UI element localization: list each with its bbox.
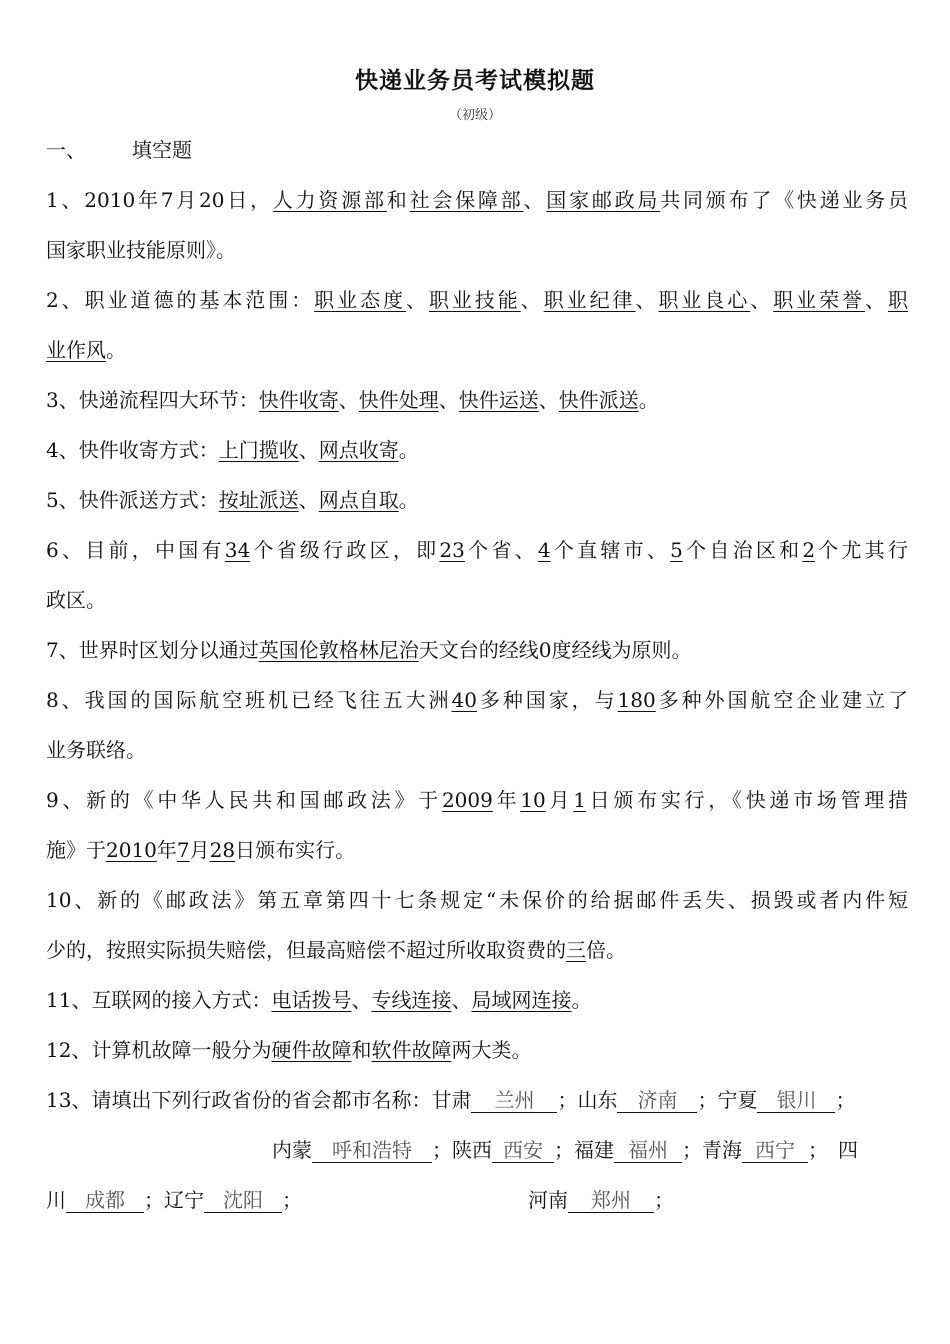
text-segment: ； [697,1088,718,1112]
text-segment: 个尤其行 [815,538,908,562]
text-segment: ； [557,1088,578,1112]
text-segment: 、 [520,288,544,312]
text-segment: 、 [338,388,359,412]
question-5 [46,486,908,514]
text-segment: 多种外国航空企业建立了 [655,688,908,712]
text-segment: ； [282,1188,302,1212]
answer-fujian: 福州 [614,1138,682,1163]
text-segment: 辽宁 [164,1188,204,1212]
underlined-answer: 180 [617,688,656,712]
question-8-line-2: 业务联络。 [46,738,146,762]
text-segment: 四 [838,1138,858,1162]
question-2-line-1 [46,286,908,314]
underlined-answer: 7 [176,838,190,862]
underlined-answer: 电话拨号 [271,988,352,1012]
text-segment: ； [808,1138,828,1162]
underlined-answer: 快件派送 [558,388,639,412]
underlined-answer: 上门揽收 [218,438,299,462]
text-segment: 2、职业道德的基本范围： [46,288,315,312]
text-segment: 个直辖市、 [550,538,671,562]
text-segment: 山东 [577,1088,618,1112]
text-segment: 、 [750,288,774,312]
text-segment: 、 [298,488,319,512]
text-segment: 共同颁布了《快递业务员 [660,188,908,212]
text-segment: ； [654,1188,674,1212]
underlined-answer: 40 [451,688,477,712]
text-segment: 青海 [702,1138,742,1162]
underlined-answer: 职业良心 [658,288,751,312]
answer-qinghai: 西宁 [742,1138,808,1163]
text-segment: 甘肃 [431,1088,472,1112]
text-segment: 天文台的经线0度经线为原则。 [418,638,692,662]
question-13-line-1 [46,1086,908,1114]
question-8-line-1 [46,686,908,714]
text-segment: 宁夏 [717,1088,758,1112]
text-segment: 年 [156,838,177,862]
text-segment: 、 [635,288,659,312]
underlined-answer: 按址派送 [218,488,299,512]
text-segment: 福建 [574,1138,614,1162]
question-11 [46,986,908,1014]
underlined-answer: 专线连接 [371,988,452,1012]
underlined-answer: 人力资源部 [272,188,387,212]
question-9-line-1 [46,786,908,814]
underlined-answer: 硬件故障 [271,1038,352,1062]
text-segment: 日颁布实行。 [235,838,356,862]
text-segment: 3、快递流程四大环节： [46,388,259,412]
underlined-answer: 快件收寄 [258,388,339,412]
answer-shaanxi: 西安 [492,1138,554,1163]
text-segment: 一、 [46,138,86,162]
text-segment: 1、2010年7月20日， [46,188,273,212]
question-12 [46,1036,908,1064]
underlined-answer: 职业态度 [314,288,406,312]
text-segment: 川 [46,1188,66,1212]
text-segment: ； [144,1188,164,1212]
question-1-line-1 [46,186,908,214]
underlined-answer: 5 [670,538,683,562]
text-segment: 月 [545,788,574,812]
text-segment: 13、请填出下列行政省份的省会都市名称： [46,1088,432,1112]
text-segment: 。 [398,488,419,512]
underlined-answer: 网点收寄 [318,438,399,462]
text-segment: 。 [106,338,126,362]
text-segment: 内蒙 [272,1138,312,1162]
question-6-line-1 [46,536,908,564]
answer-ningxia: 银川 [757,1088,835,1113]
text-segment: 4、快件收寄方式： [46,438,219,462]
underlined-answer: 2 [802,538,816,562]
text-segment: 。 [571,988,592,1012]
text-segment: ； [432,1138,452,1162]
text-segment: ； [682,1138,702,1162]
text-segment: 6、目前，中国有 [46,538,225,562]
text-segment: 河南 [528,1188,568,1212]
text-segment: 和 [351,1038,372,1062]
text-segment: 施》于 [46,838,106,862]
question-13-line-3 [46,1186,908,1214]
text-segment: 少的，按照实际损失赔偿，但最高赔偿不超过所收取资费的 [46,938,566,962]
text-segment: ； [554,1138,574,1162]
underlined-answer: 职业纪律 [543,288,636,312]
text-segment: 9、新的《中华人民共和国邮政法》于 [46,788,442,812]
text-segment: 个省、 [464,538,538,562]
underlined-answer: 10 [520,788,546,812]
underlined-answer: 4 [537,538,551,562]
answer-henan: 郑州 [568,1188,654,1213]
answer-shandong: 济南 [617,1088,697,1113]
page-title: 快递业务员考试模拟题 [355,68,595,94]
text-segment: 年 [492,788,521,812]
text-segment: 5、快件派送方式： [46,488,219,512]
underlined-answer: 网点自取 [318,488,399,512]
underlined-answer: 国家邮政局 [546,188,661,212]
text-segment: 月 [189,838,210,862]
text-segment: 、 [865,288,888,312]
underlined-answer: 34 [224,538,251,562]
text-segment: 、 [405,288,429,312]
underlined-answer: 三 [566,938,586,962]
underlined-answer: 英国伦敦格林尼治 [258,638,419,662]
text-segment: 两大类。 [451,1038,532,1062]
question-13-line-2 [272,1136,908,1164]
underlined-answer: 1 [573,788,586,812]
text-segment: 个省级行政区，即 [250,538,440,562]
underlined-answer: 职业技能 [428,288,521,312]
text-segment: 7、世界时区划分以通过 [46,638,259,662]
section-heading [46,136,908,164]
question-10-line-2 [46,936,908,964]
text-segment: 陕西 [452,1138,492,1162]
answer-gansu: 兰州 [471,1088,557,1113]
text-segment: 、 [451,988,472,1012]
text-segment: 、 [351,988,372,1012]
underlined-answer: 2010 [106,838,157,862]
text-segment: 多种国家，与 [477,688,618,712]
question-6-line-2: 政区。 [46,588,106,612]
answer-sichuan: 成都 [66,1188,144,1213]
underlined-answer: 业作风 [46,338,106,362]
text-segment: 8、我国的国际航空班机已经飞往五大洲 [46,688,452,712]
underlined-answer: 软件故障 [371,1038,452,1062]
text-segment: 。 [638,388,659,412]
text-segment: 11、互联网的接入方式： [46,988,272,1012]
question-7 [46,636,908,664]
text-segment: 个自治区和 [682,538,803,562]
underlined-answer: 快件处理 [358,388,439,412]
underlined-answer: 社会保障部 [409,188,524,212]
text-segment: 日颁布实行，《快递市场管理措 [585,788,908,812]
text-segment: 填空题 [132,138,192,162]
text-segment: 。 [398,438,419,462]
underlined-answer: 2009 [441,788,493,812]
underlined-answer: 23 [439,538,465,562]
question-4 [46,436,908,464]
question-1-line-2: 国家职业技能原则》。 [46,238,236,262]
answer-liaoning: 沈阳 [204,1188,282,1213]
text-segment: 12、计算机故障一般分为 [46,1038,272,1062]
question-9-line-2 [46,836,908,864]
text-segment: 和 [386,188,410,212]
page-subtitle: （初级） [448,108,501,123]
text-segment: 、 [438,388,459,412]
underlined-answer: 职业荣誉 [773,288,866,312]
question-10-line-1: 10、新的《邮政法》第五章第四十七条规定“未保价的给据邮件丢失、损毁或者内件短 [46,888,908,912]
underlined-answer: 职 [888,288,908,312]
underlined-answer: 局域网连接 [471,988,572,1012]
underlined-answer: 28 [209,838,236,862]
question-3 [46,386,908,414]
text-segment: 倍。 [586,938,626,962]
underlined-answer: 快件运送 [458,388,539,412]
text-segment: 、 [523,188,547,212]
text-segment: ； [835,1088,856,1112]
text-segment: 、 [298,438,319,462]
question-2-line-2 [46,336,908,364]
text-segment: 、 [538,388,559,412]
answer-neimeng: 呼和浩特 [312,1138,432,1163]
